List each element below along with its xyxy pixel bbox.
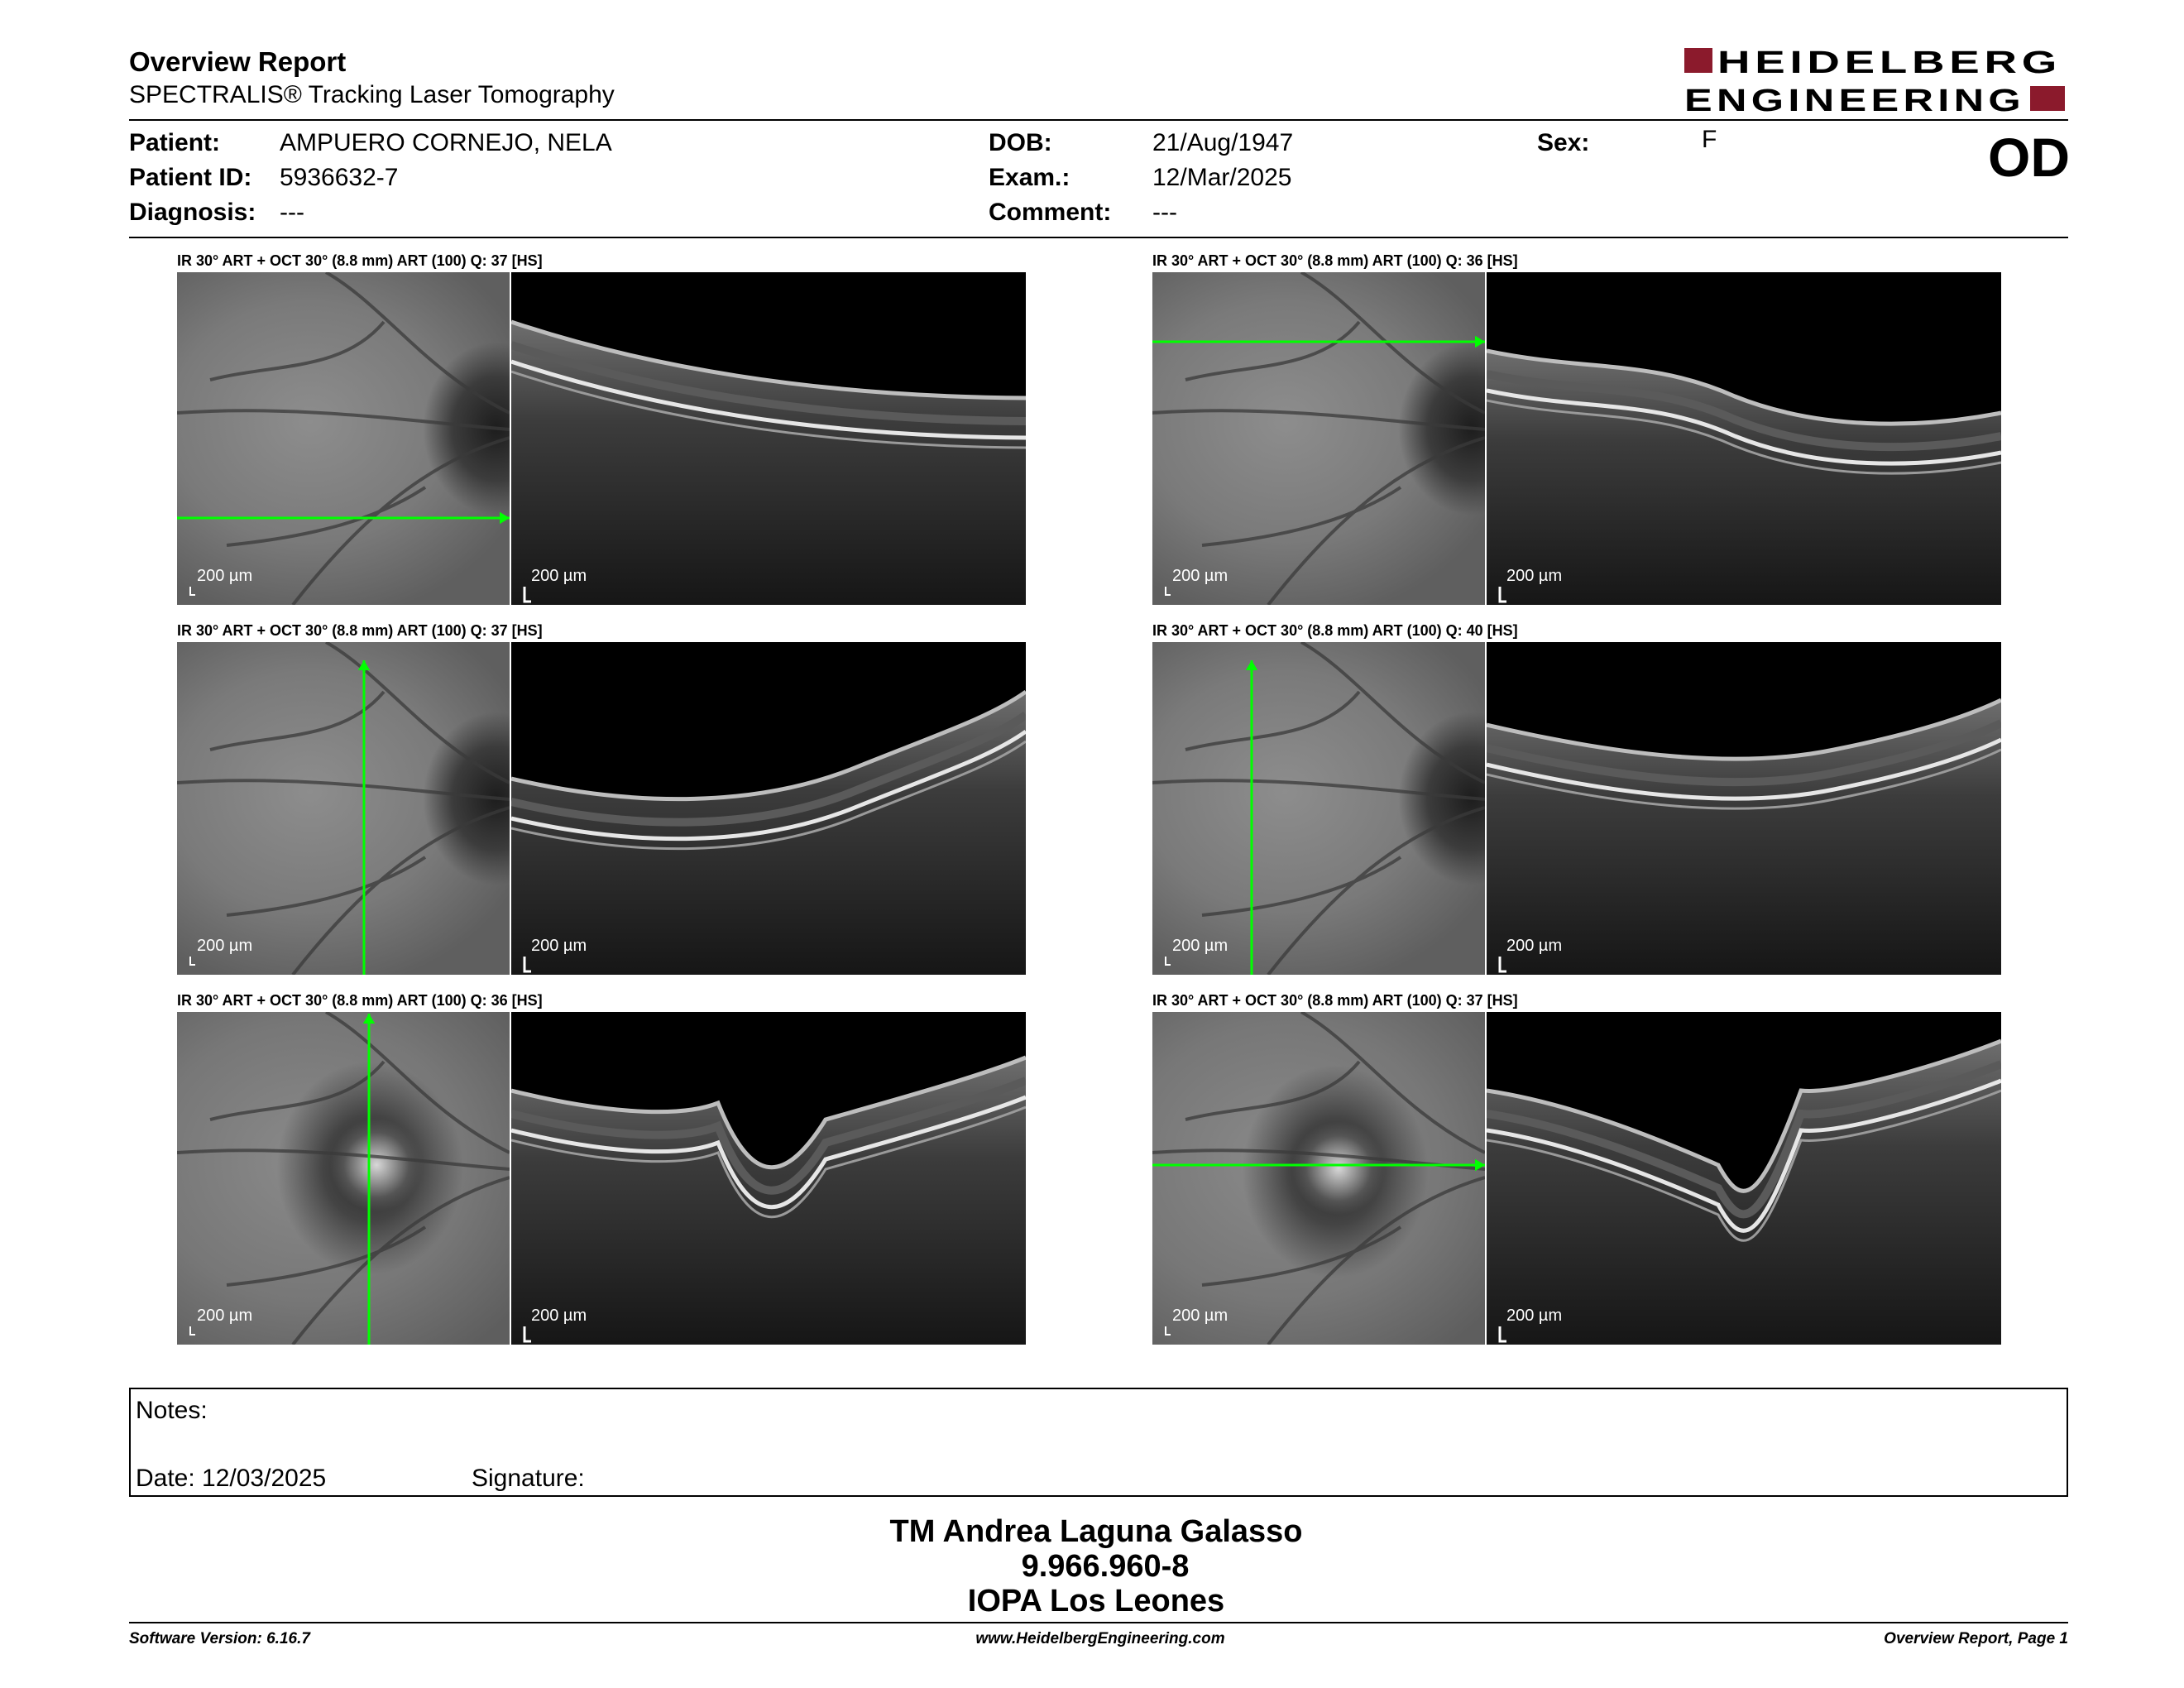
- panel-caption: IR 30° ART + OCT 30° (8.8 mm) ART (100) Q: 40 [HS]: [1152, 622, 1518, 639]
- ir-scale-label: 200 µm: [1172, 937, 1228, 955]
- dob-label: DOB:: [989, 129, 1052, 156]
- website-link[interactable]: www.HeidelbergEngineering.com: [975, 1630, 1225, 1647]
- bscan-layers: [511, 642, 1026, 975]
- diagnosis-label: Diagnosis:: [129, 199, 256, 226]
- footer-divider: [129, 1622, 2068, 1623]
- oct-bscan-image[interactable]: [511, 642, 1026, 975]
- signer-id: 9.966.960-8: [1021, 1549, 1190, 1584]
- ir-scale-label: 200 µm: [197, 937, 253, 955]
- oct-bscan-image[interactable]: [1487, 1012, 2001, 1345]
- logo-line-1: HEIDELBERG: [1717, 46, 2062, 80]
- bscan-layers: [1487, 642, 2001, 975]
- scan-line-overlay: [177, 1012, 510, 1345]
- signer-institution: IOPA Los Leones: [967, 1584, 1225, 1618]
- ir-fundus-image[interactable]: [1152, 1012, 1485, 1345]
- oct-scale-label: 200 µm: [531, 567, 587, 585]
- signature-label: Signature:: [472, 1465, 585, 1492]
- panel-caption: IR 30° ART + OCT 30° (8.8 mm) ART (100) Q: 37 [HS]: [177, 622, 543, 639]
- scan-line-overlay: [177, 642, 510, 975]
- notes-label: Notes:: [136, 1397, 208, 1424]
- report-subtitle: SPECTRALIS® Tracking Laser Tomography: [129, 81, 615, 108]
- bscan-layers: [1487, 272, 2001, 605]
- report-title: Overview Report: [129, 46, 347, 77]
- notes-box: [129, 1388, 2068, 1497]
- scan-line-overlay: [1152, 642, 1485, 975]
- signer-name: TM Andrea Laguna Galasso: [889, 1514, 1303, 1549]
- diagnosis-value: ---: [280, 199, 304, 226]
- heidelberg-logo: [1684, 45, 2065, 116]
- oct-scale-label: 200 µm: [1506, 1307, 1563, 1325]
- comment-label: Comment:: [989, 199, 1112, 226]
- ir-fundus-image[interactable]: [177, 1012, 510, 1345]
- date-label: Date: 12/03/2025: [136, 1465, 327, 1492]
- patient-label: Patient:: [129, 129, 221, 156]
- oct-scale-label: 200 µm: [531, 937, 587, 955]
- oct-bscan-image[interactable]: [511, 1012, 1026, 1345]
- logo-square-top: [1684, 48, 1712, 73]
- panel-caption: IR 30° ART + OCT 30° (8.8 mm) ART (100) Q: 36 [HS]: [1152, 252, 1518, 269]
- oct-scale-label: 200 µm: [531, 1307, 587, 1325]
- software-version: Software Version: 6.16.7: [129, 1630, 310, 1647]
- ir-scale-label: 200 µm: [1172, 1307, 1228, 1325]
- scan-line-overlay: [177, 272, 510, 605]
- header-divider: [129, 119, 2068, 121]
- sex-label: Sex:: [1537, 129, 1590, 156]
- patient-id-label: Patient ID:: [129, 164, 252, 191]
- ir-fundus-image[interactable]: [1152, 642, 1485, 975]
- sex-value: F: [1702, 126, 1717, 153]
- oct-scale-label: 200 µm: [1506, 567, 1563, 585]
- dob-value: 21/Aug/1947: [1152, 129, 1294, 156]
- oct-bscan-image[interactable]: [1487, 642, 2001, 975]
- scan-line-overlay: [1152, 272, 1485, 605]
- eye-indicator: OD: [1988, 127, 2070, 188]
- exam-label: Exam.:: [989, 164, 1070, 191]
- bscan-layers: [1487, 1012, 2001, 1345]
- patient-divider: [129, 237, 2068, 238]
- panel-caption: IR 30° ART + OCT 30° (8.8 mm) ART (100) Q: 37 [HS]: [1152, 992, 1518, 1009]
- bscan-layers: [511, 272, 1026, 605]
- oct-bscan-image[interactable]: [511, 272, 1026, 605]
- oct-scale-label: 200 µm: [1506, 937, 1563, 955]
- logo-line-2: ENGINEERING: [1684, 84, 2025, 116]
- patient-id: 5936632-7: [280, 164, 399, 191]
- panel-caption: IR 30° ART + OCT 30° (8.8 mm) ART (100) Q: 36 [HS]: [177, 992, 543, 1009]
- ir-fundus-image[interactable]: [177, 272, 510, 605]
- ir-fundus-image[interactable]: [1152, 272, 1485, 605]
- bscan-layers: [511, 1012, 1026, 1345]
- page-number: Overview Report, Page 1: [1884, 1630, 2068, 1647]
- ir-scale-label: 200 µm: [197, 1307, 253, 1325]
- ir-scale-label: 200 µm: [197, 567, 253, 585]
- scan-line-overlay: [1152, 1012, 1485, 1345]
- patient-name: AMPUERO CORNEJO, NELA: [280, 129, 612, 156]
- exam-value: 12/Mar/2025: [1152, 164, 1292, 191]
- comment-value: ---: [1152, 199, 1177, 226]
- ir-scale-label: 200 µm: [1172, 567, 1228, 585]
- panel-caption: IR 30° ART + OCT 30° (8.8 mm) ART (100) Q: 37 [HS]: [177, 252, 543, 269]
- logo-square-bottom: [2030, 86, 2065, 111]
- oct-bscan-image[interactable]: [1487, 272, 2001, 605]
- ir-fundus-image[interactable]: [177, 642, 510, 975]
